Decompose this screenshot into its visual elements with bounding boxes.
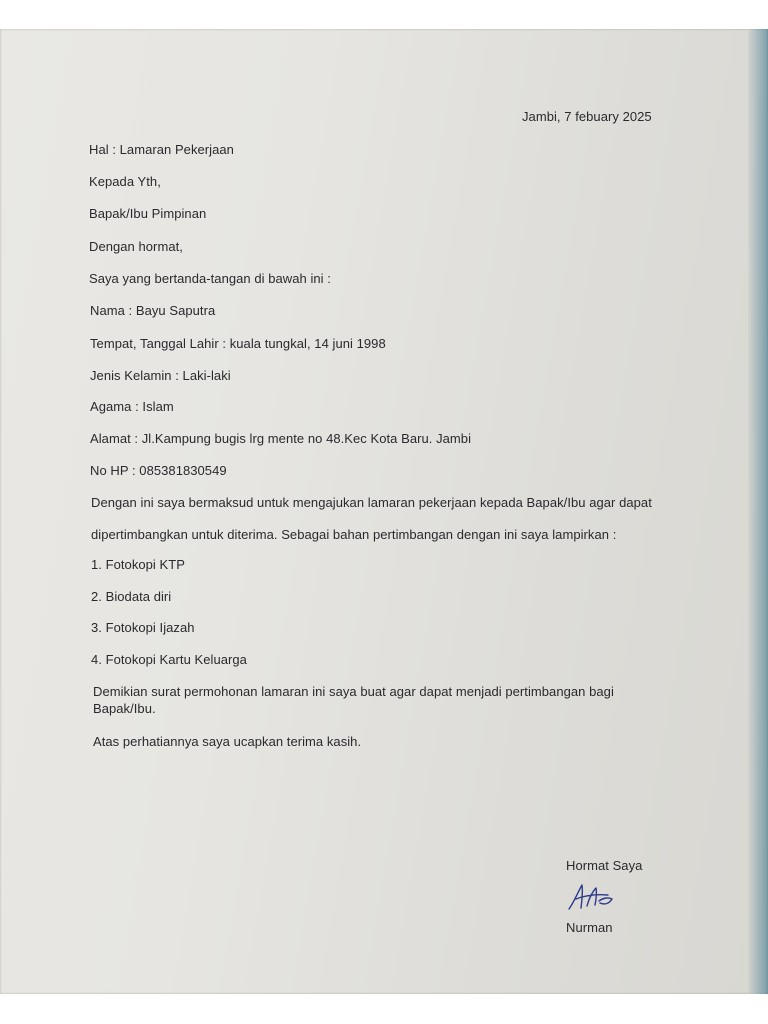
- greeting: Dengan hormat,: [89, 239, 183, 254]
- letter-date: Jambi, 7 febuary 2025: [522, 109, 652, 124]
- closing-line-2: Bapak/Ibu.: [93, 701, 156, 716]
- signature-block: [566, 858, 676, 938]
- top-margin: [0, 0, 768, 29]
- body-line-2: dipertimbangkan untuk diterima. Sebagai bahan pertimbangan dengan ini saya lampirkan :: [91, 527, 617, 542]
- attachment-item: 3. Fotokopi Ijazah: [91, 620, 195, 635]
- letter-subject: Hal : Lamaran Pekerjaan: [89, 142, 234, 157]
- bottom-margin: [0, 994, 768, 1024]
- detail-phone: No HP : 085381830549: [90, 463, 227, 478]
- attachment-item: 2. Biodata diri: [91, 589, 172, 604]
- detail-address: Alamat : Jl.Kampung bugis lrg mente no 48.Kec Kota Baru. Jambi: [90, 431, 472, 446]
- detail-birth: Tempat, Tanggal Lahir : kuala tungkal, 14 juni 1998: [90, 336, 386, 351]
- detail-gender: Jenis Kelamin : Laki-laki: [90, 368, 231, 383]
- attachment-item: 4. Fotokopi Kartu Keluarga: [91, 652, 247, 667]
- detail-name: Nama : Bayu Saputra: [90, 303, 216, 318]
- body-line-1: Dengan ini saya bermaksud untuk mengajukan lamaran pekerjaan kepada Bapak/Ibu agar dapat: [91, 495, 652, 510]
- attachment-item: 1. Fotokopi KTP: [91, 557, 185, 572]
- handwritten-signature: [566, 882, 614, 912]
- signer-name: Nurman: [566, 920, 613, 935]
- sign-off: Hormat Saya: [566, 858, 643, 873]
- detail-religion: Agama : Islam: [90, 399, 174, 414]
- paper-edge-shadow: [748, 29, 768, 994]
- closing-line-1: Demikian surat permohonan lamaran ini saya buat agar dapat menjadi pertimbangan bagi: [93, 684, 614, 699]
- thanks-line: Atas perhatiannya saya ucapkan terima kasih.: [93, 734, 362, 749]
- intro-line: Saya yang bertanda-tangan di bawah ini :: [89, 271, 331, 286]
- recipient-line-1: Kepada Yth,: [89, 174, 161, 189]
- recipient-line-2: Bapak/Ibu Pimpinan: [89, 206, 207, 221]
